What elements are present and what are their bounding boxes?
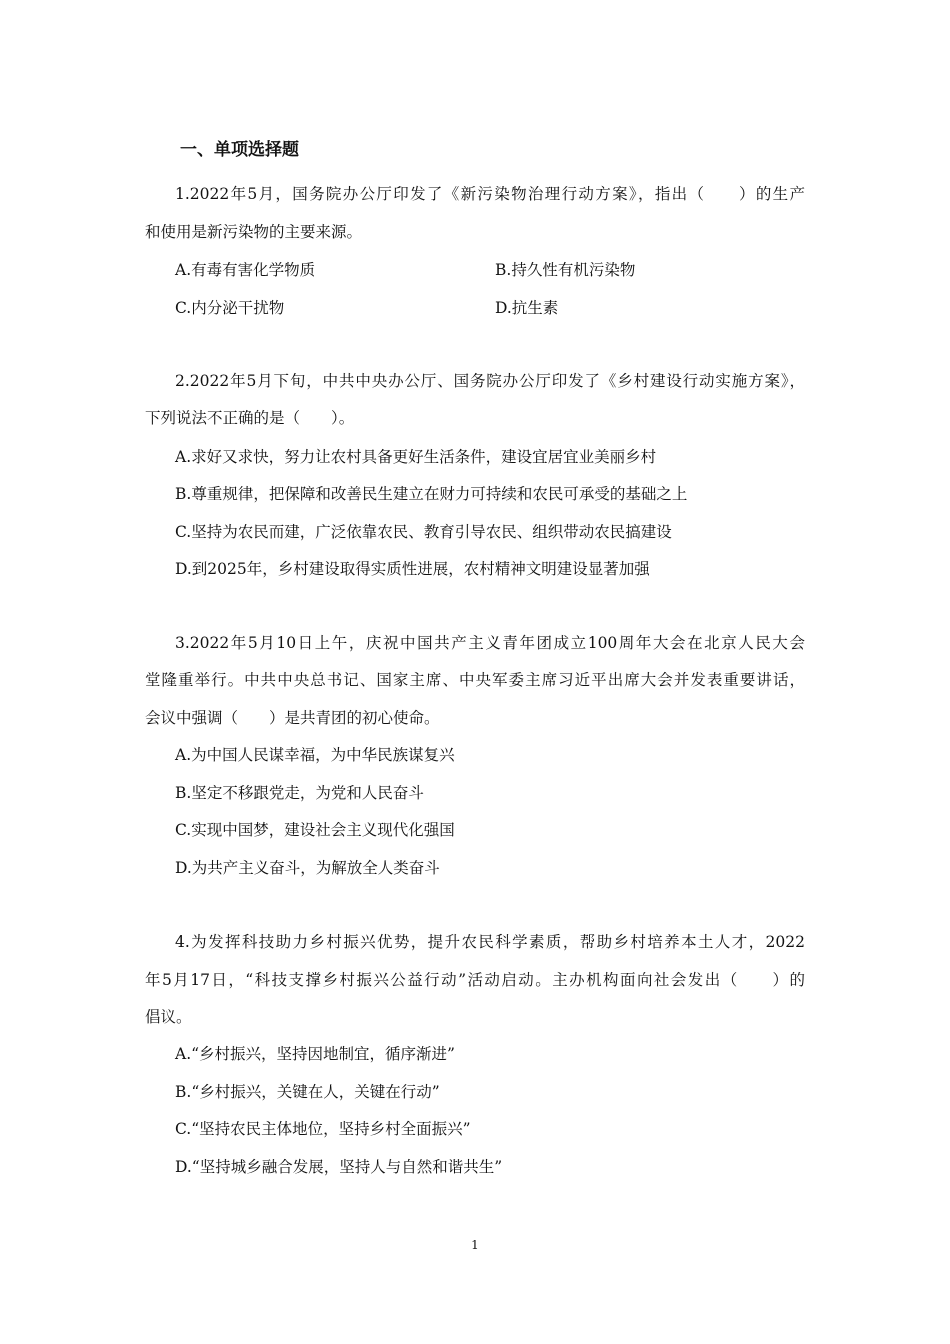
question-3-option-b: B.坚定不移跟党走，为党和人民奋斗 [175, 784, 424, 802]
question-4-option-a: A.“乡村振兴，坚持因地制宜，循序渐进” [175, 1045, 455, 1063]
question-3-option-c: C.实现中国梦，建设社会主义现代化强国 [175, 821, 455, 839]
question-2-option-d: D.到2025年，乡村建设取得实质性进展，农村精神文明建设显著加强 [175, 560, 650, 578]
question-3-option-a: A.为中国人民谋幸福，为中华民族谋复兴 [175, 746, 455, 764]
question-1-option-d: D.抗生素 [495, 299, 559, 317]
question-1-stem-line: 和使用是新污染物的主要来源。 [145, 223, 363, 241]
question-4-stem-line: 倡议。 [145, 1008, 192, 1026]
question-1-option-a: A.有毒有害化学物质 [175, 261, 316, 279]
question-1-stem-line: 1.2022年5月，国务院办公厅印发了《新污染物治理行动方案》，指出（ ）的生产 [175, 185, 805, 203]
question-1-option-c: C.内分泌干扰物 [175, 299, 285, 317]
question-2-option-a: A.求好又求快，努力让农村具备更好生活条件，建设宜居宜业美丽乡村 [175, 448, 657, 466]
question-3-stem-line: 堂隆重举行。中共中央总书记、国家主席、中央军委主席习近平出席大会并发表重要讲话， [145, 671, 805, 689]
section-title: 一、单项选择题 [180, 140, 299, 160]
question-2-option-b: B.尊重规律，把保障和改善民生建立在财力可持续和农民可承受的基础之上 [175, 485, 688, 503]
question-4-stem-line: 4.为发挥科技助力乡村振兴优势，提升农民科学素质，帮助乡村培养本土人才，2022 [175, 933, 805, 951]
question-4-option-c: C.“坚持农民主体地位，坚持乡村全面振兴” [175, 1120, 471, 1138]
question-1-option-b: B.持久性有机污染物 [495, 261, 636, 279]
question-4-option-d: D.“坚持城乡融合发展，坚持人与自然和谐共生” [175, 1158, 503, 1176]
question-2-stem-line: 2.2022年5月下旬，中共中央办公厅、国务院办公厅印发了《乡村建设行动实施方案》， [175, 372, 805, 390]
question-2-stem-line: 下列说法不正确的是（ ）。 [145, 409, 355, 427]
question-4-stem-line: 年5月17日，“科技支撑乡村振兴公益行动”活动启动。主办机构面向社会发出（ ）的 [145, 971, 805, 989]
question-3-stem-line: 3.2022年5月10日上午，庆祝中国共产主义青年团成立100周年大会在北京人民大会 [175, 634, 805, 652]
question-4-option-b: B.“乡村振兴，关键在人，关键在行动” [175, 1083, 440, 1101]
question-2-option-c: C.坚持为农民而建，广泛依靠农民、教育引导农民、组织带动农民搞建设 [175, 523, 672, 541]
page-number: 1 [471, 1238, 479, 1252]
question-3-option-d: D.为共产主义奋斗，为解放全人类奋斗 [175, 859, 440, 877]
question-3-stem-line: 会议中强调（ ）是共青团的初心使命。 [145, 709, 440, 727]
